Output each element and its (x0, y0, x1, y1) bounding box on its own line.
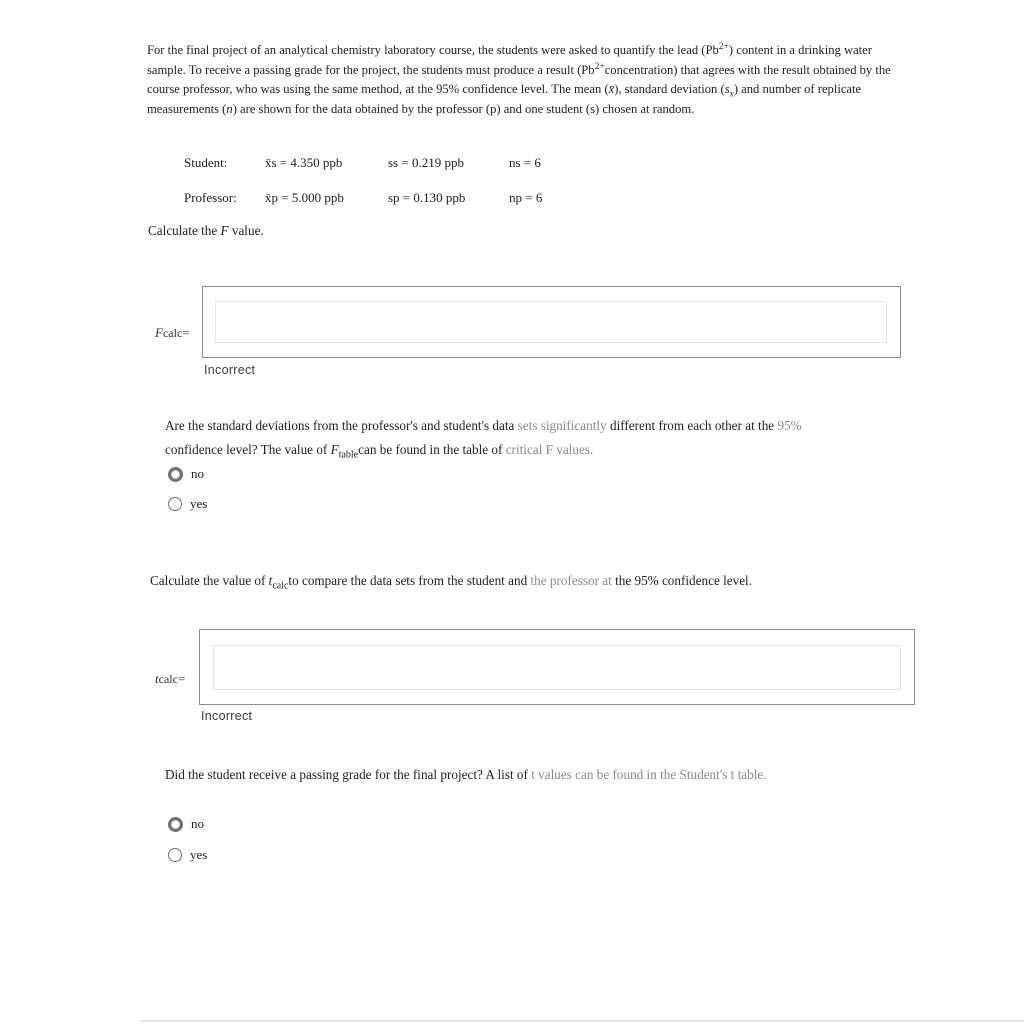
radio-unselected-icon[interactable] (168, 497, 182, 511)
n-symbol: n (226, 101, 233, 116)
professor-n: np = 6 (509, 190, 543, 205)
f-calc-label (155, 325, 190, 341)
prompt-text: Did the student receive a passing grade for the final project? A list of (165, 767, 532, 782)
f-symbol: F (155, 325, 163, 340)
f-calc-answer-box (202, 286, 901, 358)
f-calc-feedback: Incorrect (204, 363, 256, 377)
t-calc-prompt (150, 573, 752, 592)
t-symbol: t (268, 573, 273, 588)
bottom-divider (140, 1020, 1024, 1022)
lead-charge: 2+ (594, 61, 605, 72)
prompt-text: different from each other at the (606, 418, 778, 433)
option-label: yes (190, 847, 208, 862)
prompt-text: the professor at (530, 573, 612, 588)
table-subscript: table (338, 449, 359, 461)
prompt-text: value. (228, 223, 264, 238)
t-calc-feedback: Incorrect (201, 709, 253, 723)
t-calc-answer-box (199, 629, 915, 705)
prompt-text: can be found in the table of (358, 442, 506, 457)
problem-statement (147, 41, 895, 119)
prompt-text: Are the standard deviations from the professor's and student's data (165, 418, 518, 433)
student-mean: x̄s = 4.350 ppb (265, 155, 343, 170)
f-symbol: F (220, 223, 229, 238)
prompt-text: Calculate the value of (150, 573, 269, 588)
q2-option-yes[interactable] (168, 496, 207, 512)
sd-significance-prompt-line1 (165, 418, 802, 434)
f-symbol: F (330, 442, 339, 457)
student-t-table-link[interactable]: t values can be found in the Student's t table. (531, 767, 767, 782)
student-n: ns = 6 (509, 155, 541, 170)
t-calc-label (155, 671, 185, 687)
lead-charge: 2+ (718, 41, 729, 52)
q4-option-yes[interactable] (168, 847, 207, 863)
lead-symbol: Pb (581, 62, 595, 77)
professor-mean: x̄p = 5.000 ppb (265, 190, 344, 205)
option-label: no (191, 816, 204, 831)
option-label: yes (190, 496, 208, 511)
prompt-text: 95% (777, 418, 802, 433)
intro-text-4: ), standard deviation ( (614, 82, 725, 96)
intro-text-6: ) are shown for the data obtained by the professor (p) and one student (s) chosen at random. (232, 101, 695, 116)
passing-grade-prompt (165, 767, 767, 783)
option-label: no (191, 466, 204, 481)
calc-subscript: calc (158, 672, 178, 686)
radio-unselected-icon[interactable] (168, 848, 182, 862)
intro-text-2: ) content in a drinking water sample. To receive a passing grade for the project, the students must produce a result ( (147, 43, 872, 77)
equals-sign: = (182, 325, 190, 340)
t-calc-input[interactable] (213, 645, 901, 690)
f-value-prompt (148, 223, 264, 239)
q4-option-no[interactable] (168, 816, 204, 832)
prompt-text: confidence level? The value of (165, 442, 331, 457)
lead-symbol: Pb (705, 43, 719, 57)
sd-significance-prompt-line2 (165, 442, 593, 461)
intro-text-5: ) and number of replicate measurements ( (147, 82, 862, 116)
radio-selected-icon[interactable] (168, 817, 183, 832)
mean-symbol: x̄ (608, 82, 615, 96)
q2-option-no[interactable] (168, 466, 204, 482)
prompt-text: the 95% confidence level. (611, 573, 753, 588)
t-symbol: t (155, 671, 159, 686)
f-calc-input[interactable] (215, 301, 887, 343)
intro-text-3: concentration) that agrees with the result obtained by the course professor, who was using the same method, at the 95% confidence level. The mean ( (147, 62, 891, 96)
radio-selected-icon[interactable] (168, 467, 183, 482)
calc-subscript: calc (162, 326, 183, 340)
sd-symbol: s (724, 82, 730, 96)
student-label: Student: (184, 155, 228, 170)
prompt-text: Calculate the (148, 223, 221, 238)
intro-text-1: For the final project of an analytical chemistry laboratory course, the students were asked to quantify the lead ( (147, 43, 706, 57)
professor-label: Professor: (184, 190, 237, 205)
equals-sign: = (177, 671, 186, 686)
professor-sd: sp = 0.130 ppb (388, 190, 466, 205)
critical-f-table-link[interactable]: critical F values. (505, 442, 594, 457)
calc-subscript: calc (272, 580, 289, 592)
prompt-text: sets significantly (517, 418, 607, 433)
student-sd: ss = 0.219 ppb (388, 155, 464, 170)
prompt-text: to compare the data sets from the student and (288, 573, 531, 588)
sd-subscript: x (729, 89, 734, 100)
